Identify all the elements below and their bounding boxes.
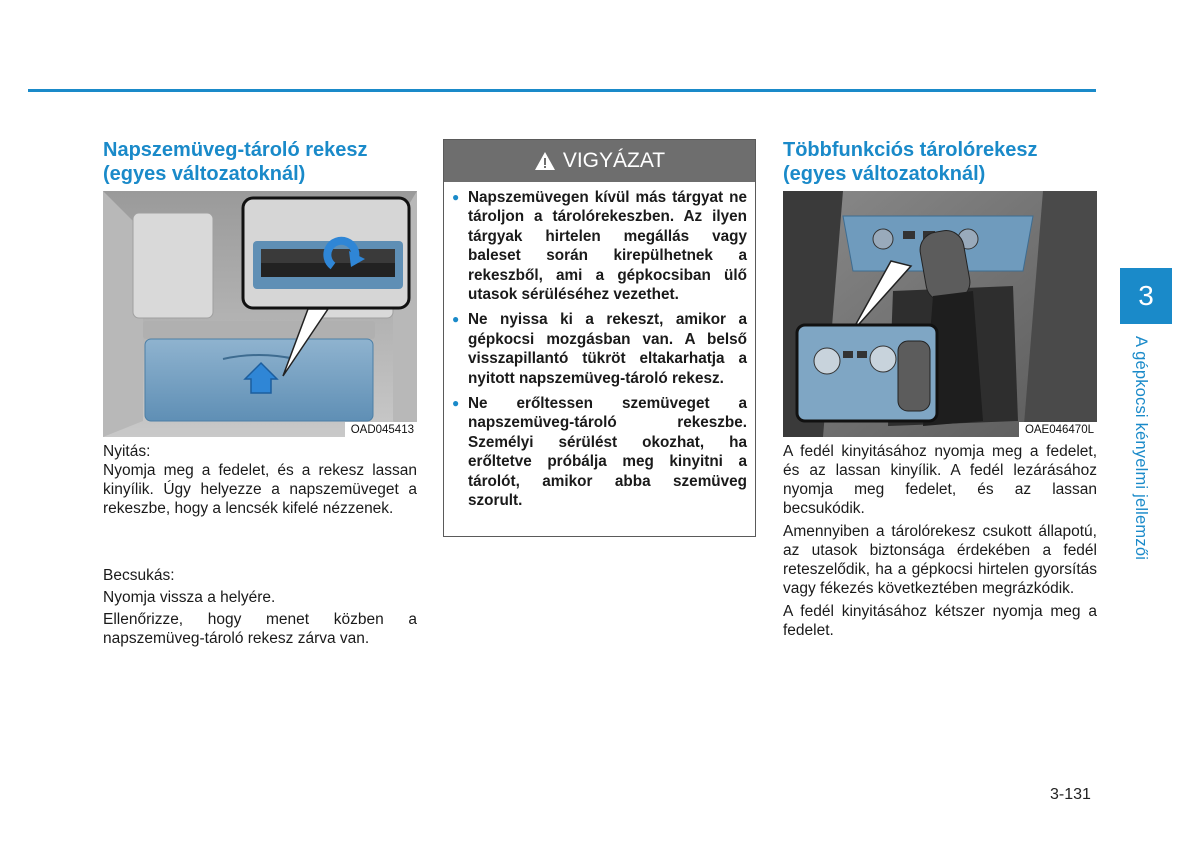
closing-text-2: Ellenőrizze, hogy menet közben a napszemüveg-tároló rekesz zárva van. bbox=[103, 611, 417, 647]
chapter-tab bbox=[1120, 268, 1172, 324]
warning-icon bbox=[534, 151, 556, 171]
caution-title: VIGYÁZAT bbox=[562, 149, 666, 172]
paragraph-2: Amennyiben a tárolórekesz csukott állapotú, az utasok biztonsága érdekében a fedél reteszelődik, ha a gépkocsi hirtelen gyorsítás vagy fékezés következtében megrázkódik. bbox=[783, 523, 1097, 597]
heading-line-1: Többfunkciós tárolórekesz bbox=[783, 139, 1038, 161]
bullet-icon: ● bbox=[452, 312, 460, 327]
page-number: 3-131 bbox=[1050, 786, 1091, 803]
paragraph-3: A fedél kinyitásához kétszer nyomja meg a fedelet. bbox=[783, 603, 1097, 639]
bullet-icon: ● bbox=[452, 396, 460, 411]
heading-line-2: (egyes változatoknál) bbox=[103, 163, 306, 185]
caution-item-text: Napszemüvegen kívül más tárgyat ne tároljon a tárolórekeszben. Az ilyen tárgyak hirtelen megállás vagy baleset során kirepülhetnek a rekeszből, ami a gépkocsiban ülő utasok sérüléséhez vezethet. bbox=[468, 189, 747, 304]
opening-text: Nyomja meg a fedelet, és a rekesz lassan kinyílik. Úgy helyezze a napszemüveget a rekeszbe, hogy a lencsék kifelé nézzenek. bbox=[103, 462, 417, 517]
opening-section bbox=[103, 442, 417, 518]
bullet-icon: ● bbox=[452, 190, 460, 204]
caution-header bbox=[444, 140, 755, 182]
multi-storage-text bbox=[783, 442, 1097, 640]
caution-item bbox=[452, 310, 747, 388]
sunglass-holder-heading bbox=[103, 138, 423, 186]
figure-code: OAE046470L bbox=[1019, 422, 1097, 437]
paragraph-1: A fedél kinyitásához nyomja meg a fedelet, és az lassan kinyílik. A fedél lezárásához nyomja meg fedelet, és az lassan becsukódik. bbox=[783, 443, 1097, 517]
closing-section bbox=[103, 566, 417, 648]
heading-line-2: (egyes változatoknál) bbox=[783, 163, 986, 185]
figure-code: OAD045413 bbox=[345, 422, 417, 437]
heading-line-1: Napszemüveg-tároló rekesz bbox=[103, 139, 368, 161]
chapter-number: 3 bbox=[1138, 280, 1154, 311]
opening-label: Nyitás: bbox=[103, 443, 151, 460]
center-console-drawing bbox=[783, 191, 1097, 437]
multi-storage-illustration bbox=[783, 191, 1097, 437]
closing-label: Becsukás: bbox=[103, 567, 175, 584]
caution-list bbox=[444, 182, 755, 511]
closing-text-1: Nyomja vissza a helyére. bbox=[103, 589, 276, 606]
overhead-console-drawing bbox=[103, 191, 417, 437]
caution-item-text: Ne nyissa ki a rekeszt, amikor a gépkocsi mozgásban van. A belső visszapillantó tükröt eltakarhatja a nyitott napszemüveg-tároló rekesz. bbox=[468, 311, 747, 387]
sunglass-holder-illustration bbox=[103, 191, 417, 437]
caution-item bbox=[452, 188, 747, 304]
caution-item-text: Ne erőltessen szemüveget a napszemüveg-tároló rekeszbe. Személyi sérülést okozhat, ha erőltetve próbálja meg kinyitni a tárolót, amikor abba szemüveg szorult. bbox=[468, 395, 747, 510]
caution-box bbox=[443, 139, 756, 537]
caution-item bbox=[452, 394, 747, 510]
top-rule bbox=[28, 89, 1096, 92]
chapter-title: A gépkocsi kényelmi jellemzői bbox=[1132, 336, 1150, 561]
multi-storage-heading bbox=[783, 138, 1103, 186]
